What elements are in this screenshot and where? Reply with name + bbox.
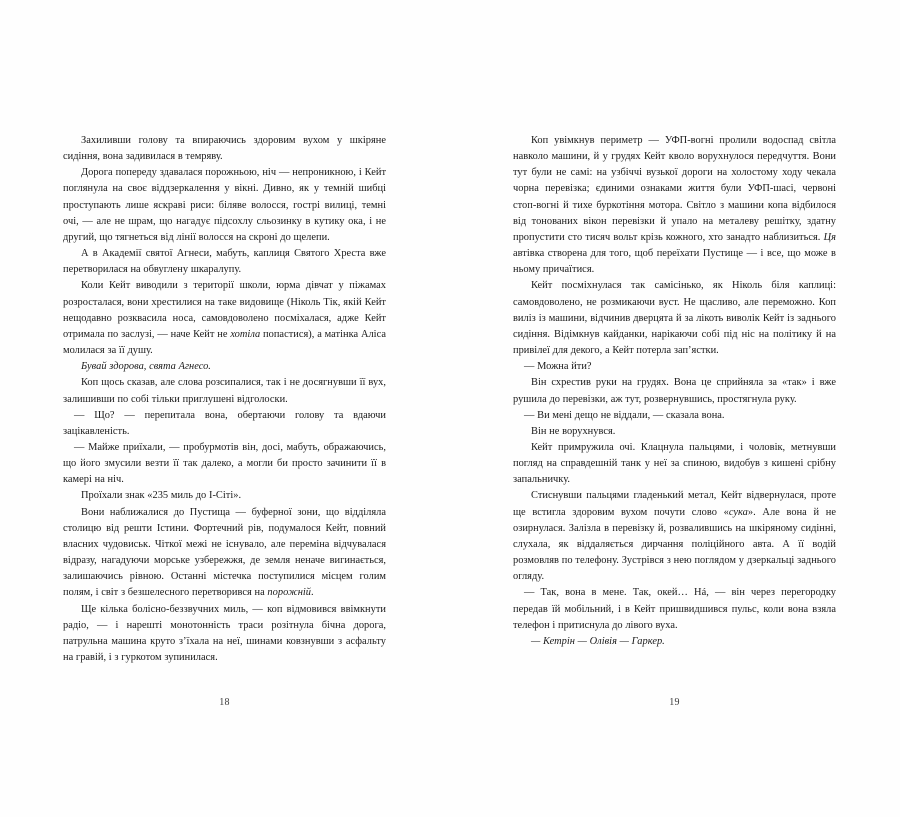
text-run: Кейт посміхнулася так самісінько, як Ніколь біля каплиці: самовдоволено, не розмикаючи вуст. Не щасливо, але переможно. Коп виліз із машини, відчинив дверцята й за лікоть виволік Кейт із заднього сидіння. Відімкнув кайданки, нарікаючи собі під ніс на політику й на привілеї для декого, а Кейт потерла зап’ястки. [513, 280, 836, 357]
text-run: . [311, 587, 314, 599]
left-page-textblock [63, 133, 386, 666]
text-run: А в Академії святої Агнеси, мабуть, каплиця Святого Хреста вже перетворилася на обвуглену шкаралупу. [63, 248, 386, 276]
text-run: Коли Кейт виводили з території школи, юрма дівчат у піжамах розросталася, вони хрестилися на таке видовище (Ніколь Тік, якій Кейт нещодавно розквасила носа, самовдоволено посміхалася, адже Кейт отримала по заслузі, — наче Кейт не [63, 280, 386, 340]
text-run: Вони наближалися до Пустища — буферної зони, що відділяла столицю від решти Істини. Фортечний рів, подумалося Кейт, повний власних чудовиськ. Чіткої межі не існувало, але переміна відчувалася відразу, нагадуючи морське узбережжя, де земля неначе вигинається, залишаючись рівною. Останні містечка поступилися місцем голим полям, і світ з безшелесного перетворився на [63, 506, 386, 599]
paragraph [63, 375, 386, 407]
italic-run: хотіла [230, 328, 261, 340]
text-run: — Що? — перепитала вона, обертаючи голову та вдаючи зацікавленість. [63, 409, 386, 437]
paragraph [513, 424, 836, 440]
text-run: Захиливши голову та впираючись здоровим вухом у шкіряне сидіння, вона задивилася в темряву. [63, 135, 386, 163]
paragraph [513, 278, 836, 359]
paragraph [513, 359, 836, 375]
paragraph [513, 408, 836, 424]
text-run: Ще кілька болісно-беззвучних миль, — коп відмовився ввімкнути радіо, — і нарешті монотонність траси розітнула бічна дорога, патрульна машина круто з’їхала на неї, шинами ковзнувши з асфальту на гравій, і з гуркотом зупинилася. [63, 603, 386, 663]
text-run: Він схрестив руки на грудях. Вона це сприйняла за «так» і вже рушила до перевізки, аж тут, розвернувшись, простягнула руку. [513, 377, 836, 405]
text-run: ». Але вона й не озирнулася. Залізла в перевізку й, розвалившись на шкіряному сидінні, слухала, як віддаляється дирчання поліційного авта. А її водій розмовляв по телефону. Зустрівся з нею поглядом у дзеркальці заднього огляду. [513, 506, 836, 583]
paragraph [63, 246, 386, 278]
text-run: Стиснувши пальцями гладенький метал, Кейт відвернулася, проте ще встигла здоровим вухом почути слово « [513, 490, 836, 518]
paragraph [63, 359, 386, 375]
paragraph [63, 165, 386, 246]
paragraph [513, 440, 836, 488]
paragraph [63, 440, 386, 488]
text-run: — Майже приїхали, — пробурмотів він, досі, мабуть, ображаючись, що його змусили везти її так далеко, а могли би просто зачинити її в камері на ніч. [63, 441, 386, 486]
paragraph [63, 278, 386, 359]
italic-run: — Кетрін — Олівія — Гаркер. [531, 635, 665, 647]
paragraph [63, 488, 386, 504]
page-number-right: 19 [669, 697, 680, 708]
text-run: Дорога попереду здавалася порожньою, ніч — непроникною, і Кейт поглянула на своє віддзеркалення у вікні. Дивно, як у темній шибці проступають лише яскраві риси: біляве волосся, гострі вилиці, темні очі, — але не шрам, що нагадує підсохлу сльозинку в кутику ока, і не другий, що тягнеться від лінії волосся на скроні до щелепи. [63, 167, 386, 243]
paragraph [513, 375, 836, 407]
text-run: Він не ворухнувся. [531, 425, 616, 437]
paragraph [63, 602, 386, 667]
page-number-left: 18 [219, 697, 230, 708]
text-run: Коп щось сказав, але слова розсипалися, так і не досягнувши її вух, залишивши по собі тільки приглушені відголоски. [63, 377, 386, 405]
paragraph [63, 133, 386, 165]
text-run: попастися), а матінка Аліса молилася за її душу. [63, 328, 386, 357]
page-right [450, 0, 900, 817]
text-run: Коп увімкнув периметр — УФП-вогні пролили водоспад світла навколо машини, й у грудях Кейт кволо ворухнулося передчуття. Вони тут були не самі: на узбіччі вузької дороги на холостому ходу чекала чорна перевізка; єдиними ознаками життя були УФП-шасі, червоні стоп-вогні й тихе буркотіння мотора. Світло з машини копа відбилося від тонованих вікон перевізки й упало на металеву решітку, здатну пропустити сто тисяч вольт крізь кожного, хто занадто наблизиться. [513, 135, 836, 243]
paragraph [513, 585, 836, 633]
text-run: — Ви мені дещо не віддали, — сказала вона. [524, 409, 725, 421]
paragraph [513, 634, 836, 650]
text-run: автівка створена для того, щоб переїхати Пустище — і все, що може в ньому причаїтися. [513, 248, 836, 276]
text-run: — Можна йти? [524, 361, 592, 373]
paragraph [513, 488, 836, 585]
paragraph [63, 408, 386, 440]
italic-run: порожній [267, 587, 312, 599]
paragraph [63, 505, 386, 602]
text-run: — Так, вона в мене. Так, окей… Нá, — він через перегородку передав їй мобільний, і в Кейт пришвидшився пульс, коли вона взяла телефон і притиснула до лівого вуха. [513, 587, 836, 631]
italic-run: сука [728, 506, 748, 518]
right-page-textblock [513, 133, 836, 650]
text-run: Проїхали знак «235 миль до І-Сіті». [81, 490, 242, 502]
italic-run: Бувай здорова, свята Агнесо. [81, 361, 211, 373]
paragraph [513, 133, 836, 278]
italic-run: Ця [823, 231, 836, 243]
text-run: Кейт примружила очі. Клацнула пальцями, і чоловік, метнувши погляд на справдешній танк у неї за спиною, видобув з кишені срібну запальничку. [513, 441, 836, 486]
